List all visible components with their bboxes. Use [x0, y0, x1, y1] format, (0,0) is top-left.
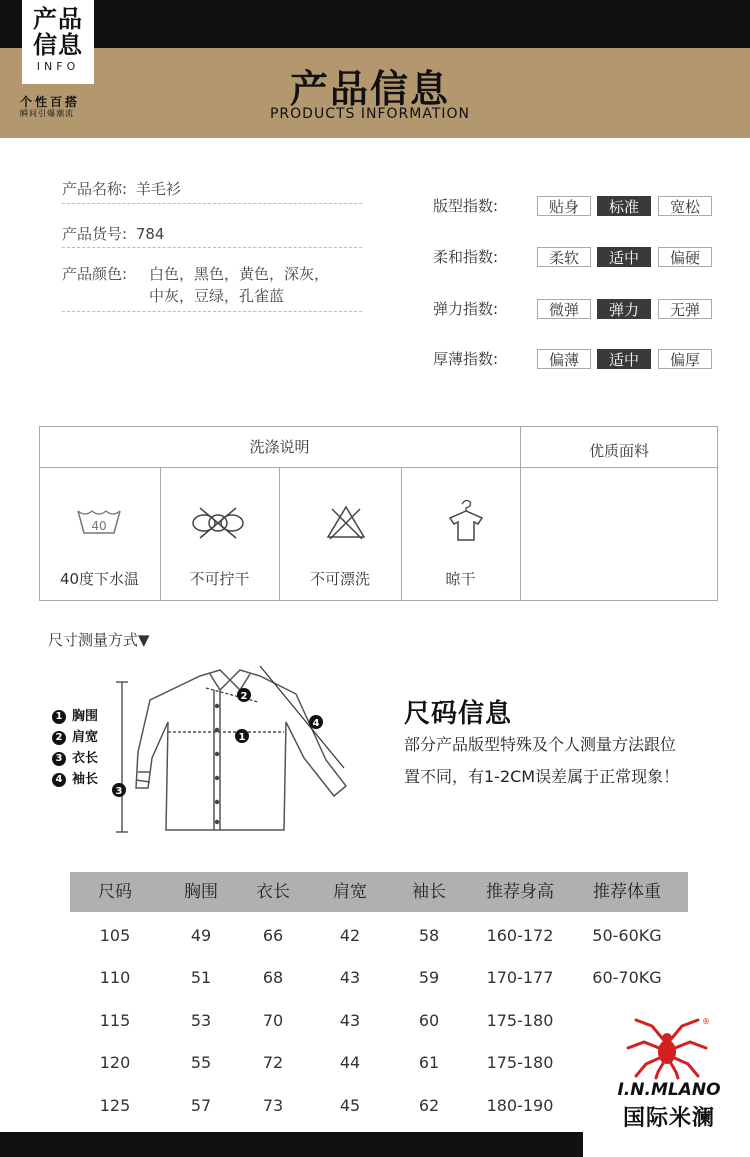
size-table-cell: 62 [418, 1096, 440, 1115]
product-name-row [62, 178, 362, 199]
index-option: 微弹 [537, 299, 591, 319]
header-top-band [0, 0, 750, 48]
size-table-cell: 170-177 [486, 968, 554, 987]
hang-dry-icon [444, 496, 488, 542]
size-table-cell: 50-60KG [592, 926, 662, 945]
size-table-cell: 42 [339, 926, 361, 945]
divider [62, 311, 362, 312]
wash-temp-text: 40 [91, 519, 107, 533]
material-title: 优质面料 [588, 442, 649, 460]
index-option: 柔软 [537, 247, 591, 267]
index-label: 柔和指数: [433, 248, 499, 266]
size-table-header-cell: 推荐身高 [486, 882, 554, 902]
product-name-label: 产品名称: [62, 180, 128, 198]
logo-cn-line2: 信息 [33, 31, 83, 59]
index-option: 宽松 [658, 196, 712, 216]
legend-num: 3 [52, 752, 66, 766]
size-table-cell: 55 [190, 1053, 212, 1072]
shirt-measure-diagram [108, 660, 348, 840]
wash-caption: 晾干 [445, 570, 476, 588]
size-table-cell: 57 [190, 1096, 212, 1115]
product-code-value: 784 [135, 225, 165, 243]
page-subtitle: PRODUCTS INFORMATION [269, 106, 471, 122]
legend-item [52, 747, 98, 766]
wash-title: 洗涤说明 [249, 438, 310, 456]
size-table-cell: 53 [190, 1011, 212, 1030]
legend-label: 胸围 [72, 709, 99, 724]
size-info-note-line2: 置不同，有1-2CM误差属于正常现象！ [404, 767, 680, 786]
index-option: 无弹 [658, 299, 712, 319]
index-option: 适中 [597, 349, 651, 369]
size-info-note-line1: 部分产品版型特殊及个人测量方法跟位 [404, 735, 677, 754]
brand-name-cn: 国际米澜 [622, 1106, 715, 1131]
page-title: 产品信息 [289, 67, 450, 111]
index-option: 偏薄 [537, 349, 591, 369]
size-table-cell: 49 [190, 926, 212, 945]
header-slogan-sub: 瞬间引爆潮流 [20, 109, 74, 118]
no-bleach-icon [324, 503, 368, 541]
size-table-cell: 72 [262, 1053, 284, 1072]
size-table-cell: 61 [418, 1053, 440, 1072]
size-table-header-cell: 胸围 [184, 882, 218, 902]
no-wring-icon [190, 505, 246, 541]
size-table-header-cell: 尺码 [98, 882, 132, 902]
legend-label: 衣长 [72, 751, 99, 766]
size-table-cell: 115 [99, 1011, 131, 1030]
size-table-cell: 59 [418, 968, 440, 987]
legend-item [52, 726, 98, 745]
legend-item [52, 705, 98, 724]
size-table-cell: 44 [339, 1053, 361, 1072]
index-label: 厚薄指数: [433, 350, 499, 368]
size-table-cell: 68 [262, 968, 284, 987]
brand-name-en: I.N.MLANO [617, 1080, 721, 1100]
diagram-num: 1 [238, 732, 246, 743]
size-table-cell: 51 [190, 968, 212, 987]
legend-num: 1 [52, 710, 66, 724]
size-table-cell: 45 [339, 1096, 361, 1115]
brand-spider-logo [622, 1014, 712, 1080]
index-option: 偏硬 [658, 247, 712, 267]
index-option: 标准 [597, 196, 651, 216]
size-table-cell: 43 [339, 968, 361, 987]
size-table-cell: 160-172 [486, 926, 554, 945]
size-table-header-cell: 推荐体重 [593, 882, 661, 902]
diagram-num: 4 [312, 718, 320, 729]
size-table-cell: 58 [418, 926, 440, 945]
index-option: 偏厚 [658, 349, 712, 369]
wash-divider [39, 467, 718, 468]
logo-en: INFO [36, 60, 80, 73]
product-color-line1: 白色，黑色，黄色，深灰， [149, 265, 330, 283]
size-table-header-cell: 衣长 [256, 882, 290, 902]
legend-label: 肩宽 [72, 730, 99, 745]
diagram-num: 2 [240, 691, 248, 702]
size-table-cell: 70 [262, 1011, 284, 1030]
index-label: 弹力指数: [433, 300, 499, 318]
index-option: 适中 [597, 247, 651, 267]
index-option: 弹力 [597, 299, 651, 319]
size-table-cell: 110 [99, 968, 131, 987]
product-code-label: 产品货号: [62, 225, 128, 243]
product-code-row [62, 223, 362, 244]
diagram-num: 3 [115, 786, 123, 797]
measure-title: 尺寸测量方式▼ [48, 631, 150, 649]
size-table-cell: 125 [99, 1096, 131, 1115]
registered-mark: ® [702, 1017, 710, 1026]
size-table-header-cell: 肩宽 [333, 882, 367, 902]
size-table-cell: 73 [262, 1096, 284, 1115]
size-table-cell: 175-180 [486, 1053, 554, 1072]
product-name-value: 羊毛衫 [135, 180, 181, 198]
size-table-cell: 60 [418, 1011, 440, 1030]
size-table-cell: 105 [99, 926, 131, 945]
divider [62, 203, 362, 204]
size-table-cell: 180-190 [486, 1096, 554, 1115]
wash-40-icon [74, 505, 124, 537]
legend-item [52, 768, 98, 787]
divider [62, 247, 362, 248]
size-table-cell: 175-180 [486, 1011, 554, 1030]
product-color-label: 产品颜色: [62, 265, 128, 283]
legend-num: 2 [52, 731, 66, 745]
logo-cn-line1: 产品 [33, 5, 83, 33]
size-table-cell: 60-70KG [592, 968, 662, 987]
size-info-title: 尺码信息 [404, 699, 513, 729]
legend-label: 袖长 [72, 772, 99, 787]
size-table-cell: 120 [99, 1053, 131, 1072]
size-table-header-cell: 袖长 [412, 882, 446, 902]
wash-caption: 不可漂洗 [309, 570, 370, 588]
size-table-cell: 43 [339, 1011, 361, 1030]
legend-num: 4 [52, 773, 66, 787]
index-label: 版型指数: [433, 197, 499, 215]
wash-caption: 不可拧干 [189, 570, 250, 588]
size-table-cell: 66 [262, 926, 284, 945]
wash-caption: 40度下水温 [59, 570, 140, 588]
header-slogan: 个性百搭 [20, 95, 81, 109]
index-option: 贴身 [537, 196, 591, 216]
product-color-line2: 中灰，豆绿，孔雀蓝 [149, 287, 285, 305]
info-logo [22, 0, 94, 84]
bottom-bar [0, 1132, 583, 1157]
